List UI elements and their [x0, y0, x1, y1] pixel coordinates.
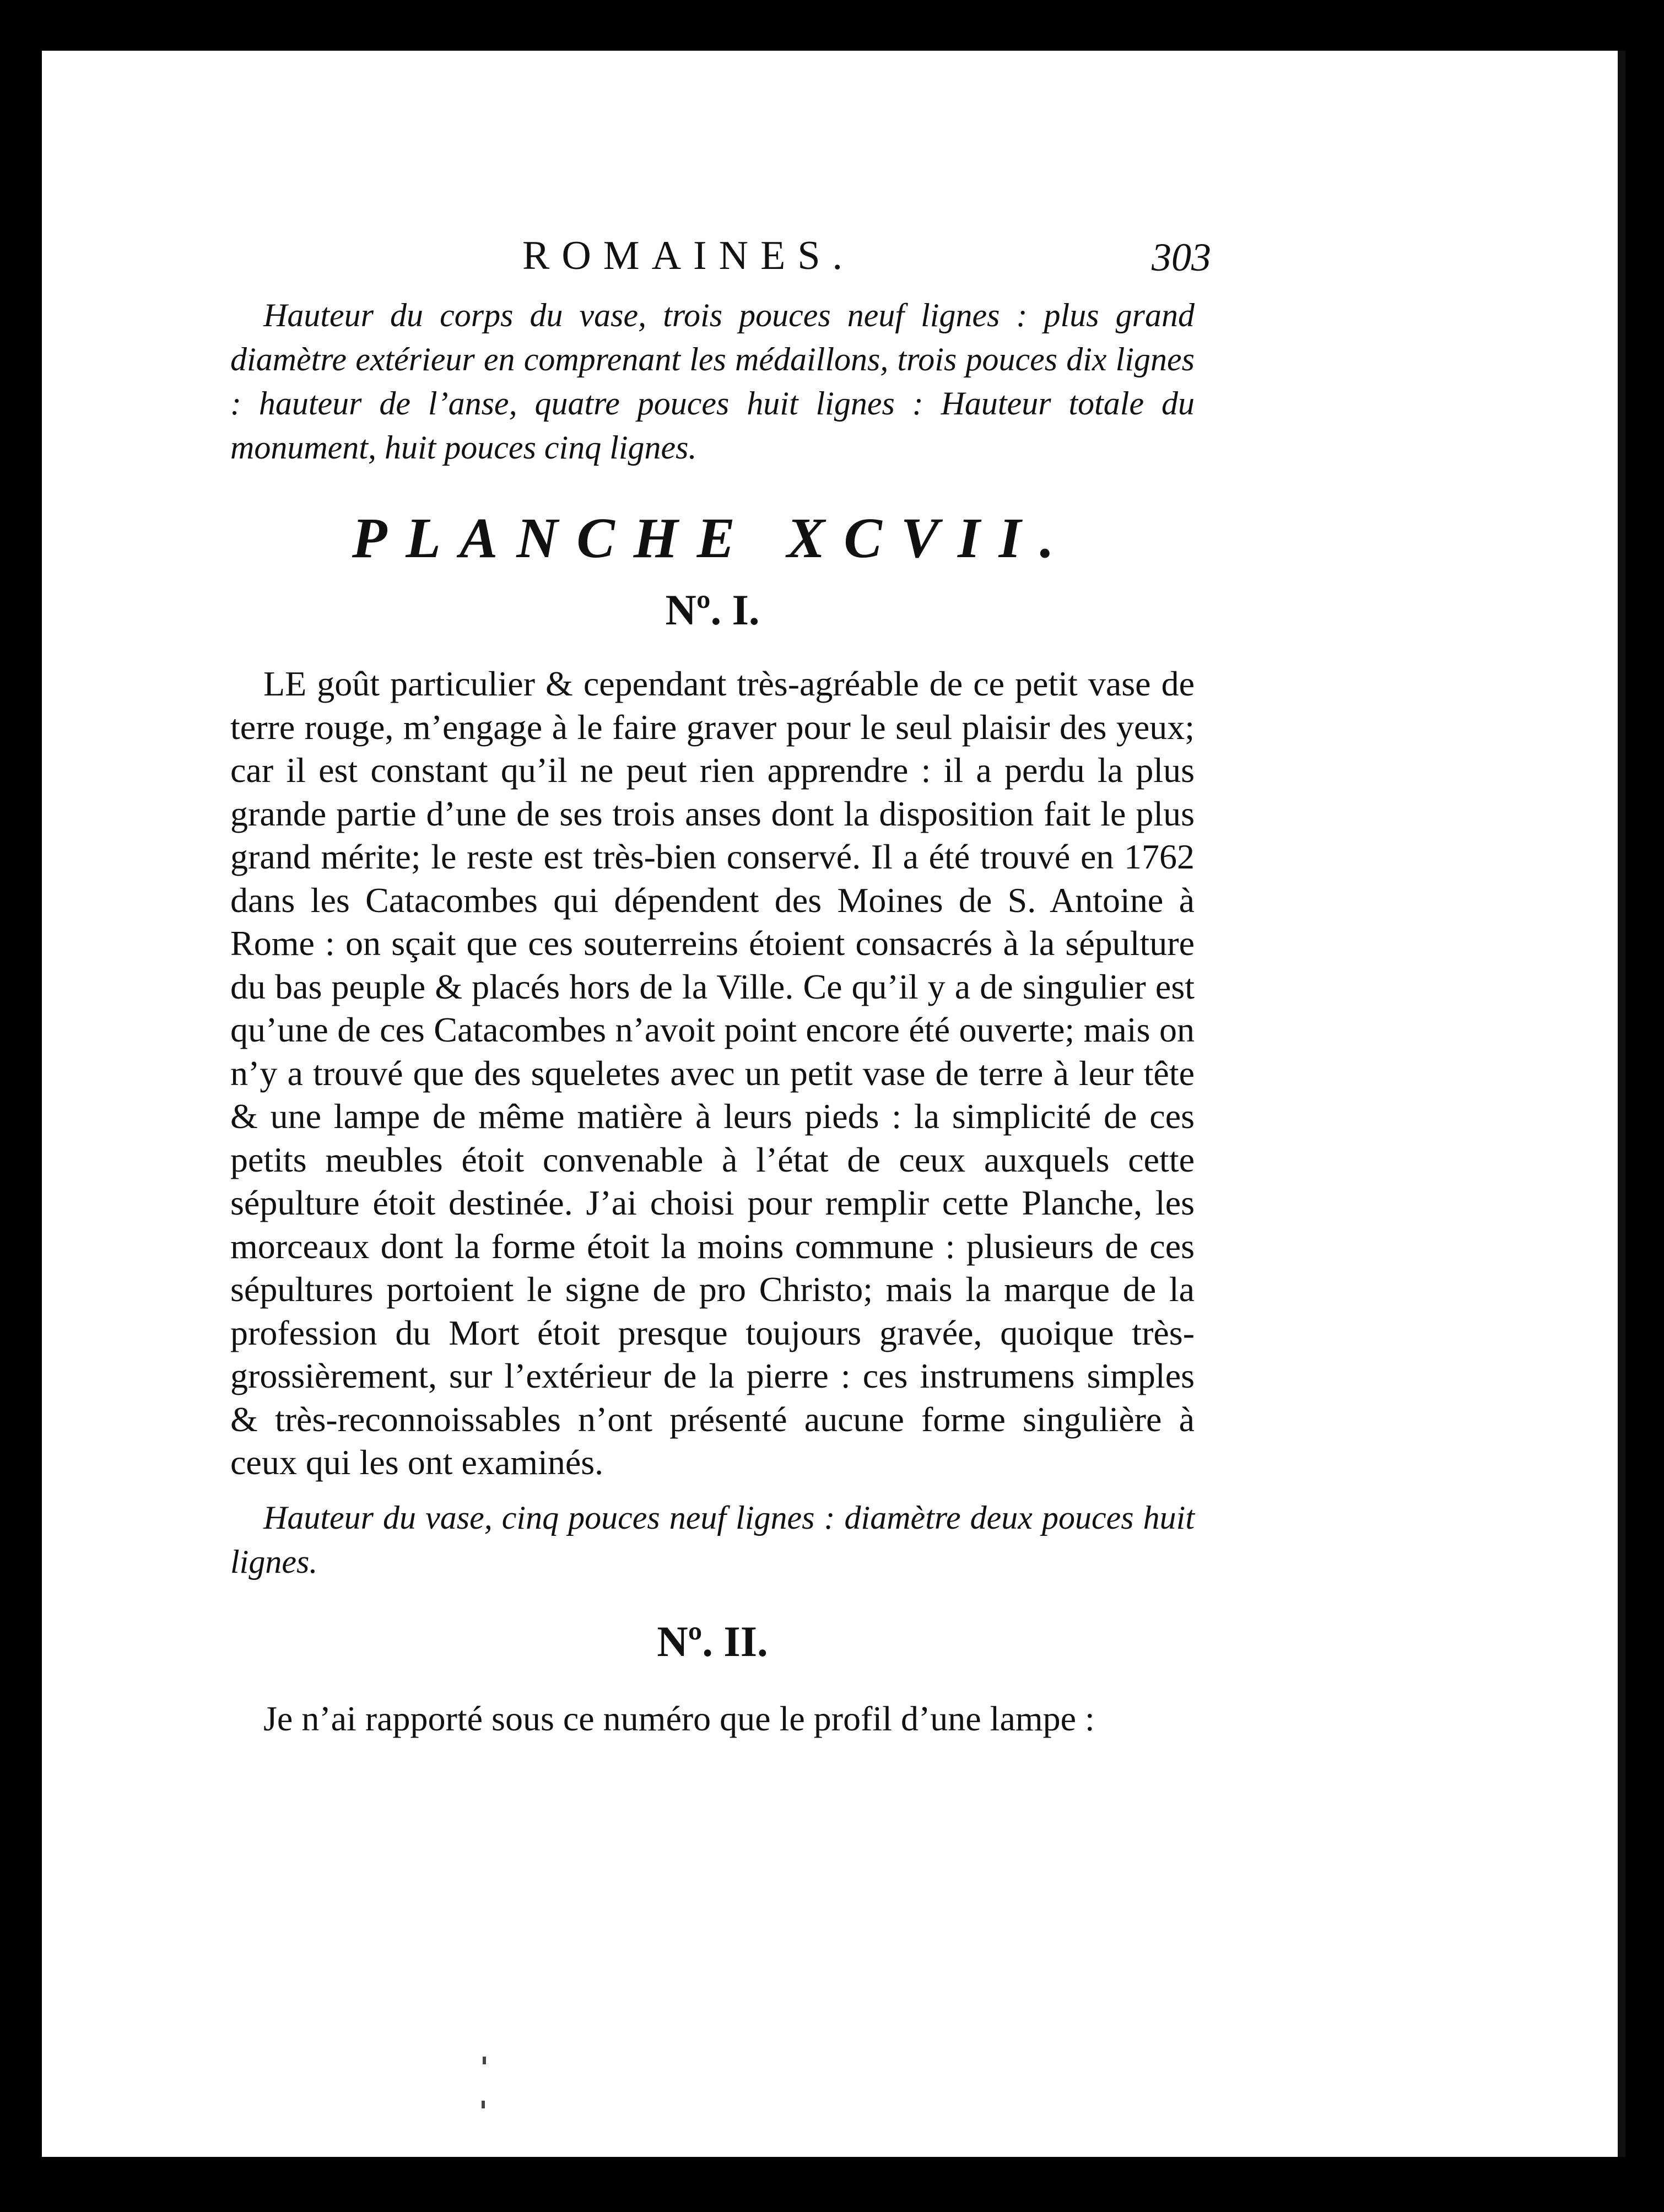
section-1-heading: Nº. I. — [665, 586, 760, 634]
running-head — [230, 233, 1211, 293]
print-speck — [482, 2101, 485, 2108]
print-speck — [483, 2057, 486, 2064]
spacer — [230, 1485, 1195, 1496]
running-head-title: ROMAINES. — [522, 233, 855, 278]
section-1-dimensions: Hauteur du vase, cinq pouces neuf lignes : diamètre deux pouces huit lignes. — [230, 1499, 1195, 1580]
page-edge-shadow — [1618, 51, 1625, 2157]
page-number: 303 — [1152, 235, 1211, 279]
top-dimensions-paragraph: Hauteur du corps du vase, trois pouces neuf lignes : plus grand diamètre extérieur en comprenant les médaillons, trois pouces dix lignes : hauteur de l’anse, quatre pouces huit lignes : Hauteur totale du monument, huit pouces cinq lignes. — [230, 297, 1195, 466]
section-2-body: Je n’ai rapporté sous ce numéro que le profil d’une lampe : — [263, 1698, 1095, 1738]
section-1-body: LE goût particulier & cependant très-agréable de ce petit vase de terre rouge, m’engage à le faire graver pour le seul plaisir des yeux; car il est constant qu’il ne peut rien apprendre : il a perdu la plus grande partie d’une de ses trois anses dont la disposition fait le plus grand mérite; le reste est très-bien conservé. Il a été trouvé en 1762 dans les Catacombes qui dépendent des Moines de S. Antoine à Rome : on sçait que ces souterreins étoient consacrés à la sépulture du bas peuple & placés hors de la Ville. Ce qu’il y a de singulier est qu’une de ces Catacombes n’avoit point encore été ouverte; mais on n’y a trouvé que des squeletes avec un petit vase de terre à leur tête & une lampe de même matière à leurs pieds : la simplicité de ces petits meubles étoit convenable à l’état de ceux auxquels cette sépulture étoit destinée. J’ai choisi pour remplir cette Planche, les morceaux dont la forme étoit la moins commune : plusieurs de ces sépultures portoient le signe de pro Christo; mais la marque de la profession du Mort étoit presque toujours gravée, quoique très-grossièrement, sur l’extérieur de la pierre : ces instrumens simples & très-reconnoissables n’ont présenté aucune forme singulière à ceux qui les ont examinés. — [230, 664, 1195, 1482]
plate-heading: PLANCHE XCVII. — [352, 506, 1073, 570]
book-page — [39, 51, 1625, 2161]
section-2-heading: Nº. II. — [657, 1617, 768, 1665]
text-block — [230, 233, 1211, 1744]
